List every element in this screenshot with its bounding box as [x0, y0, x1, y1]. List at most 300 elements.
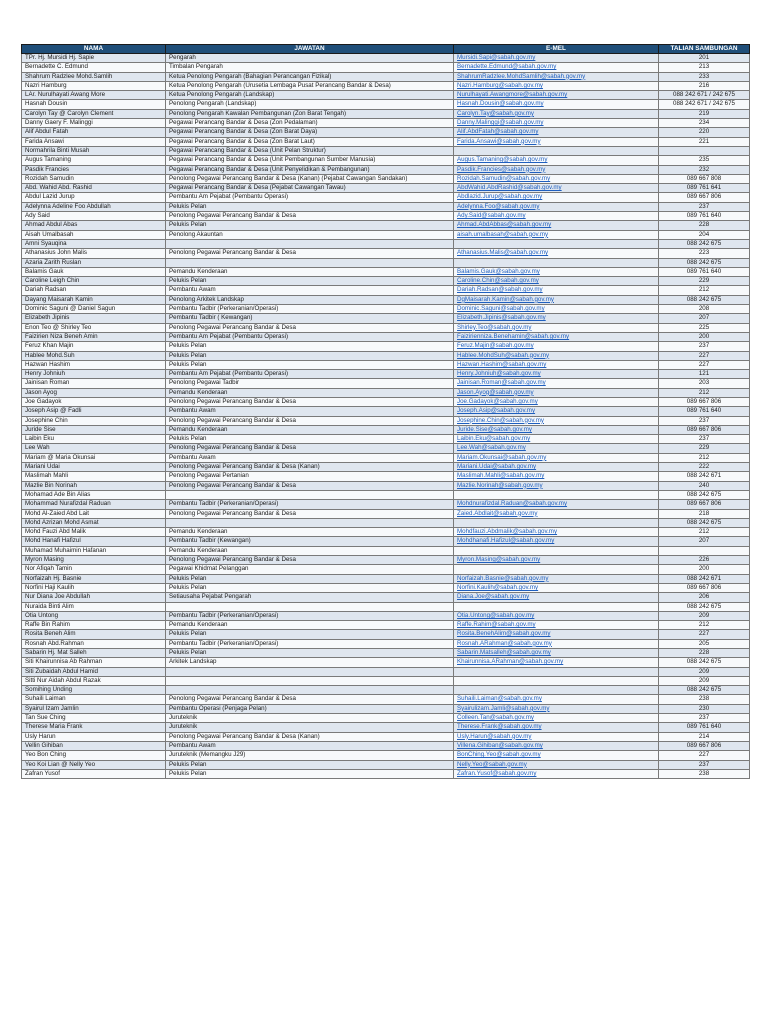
email-cell[interactable]: Abdlazid.Jurup@sabah.gov.my [454, 193, 659, 202]
name-cell: Joseph Asip @ Fadli [22, 407, 166, 416]
email-cell[interactable]: Adelynna.Foo@sabah.gov.my [454, 202, 659, 211]
extension-cell: 212 [659, 621, 750, 630]
extension-cell [659, 546, 750, 555]
position-cell: Pemandu Kenderaan [166, 425, 454, 434]
email-cell[interactable]: Nelly.Yeo@sabah.gov.my [454, 760, 659, 769]
table-row [22, 91, 750, 100]
position-cell: Ketua Penolong Pengarah (Bahagian Perancangan Fizikal) [166, 72, 454, 81]
name-cell: Dominic Saguni @ Daniel Sagun [22, 305, 166, 314]
table-row [22, 295, 750, 304]
email-cell[interactable]: Jason.Ayog@sabah.gov.my [454, 388, 659, 397]
email-cell[interactable]: aisah.umalbasah@sabah.gov.my [454, 230, 659, 239]
position-cell: Pelukis Pelan [166, 435, 454, 444]
extension-cell: 237 [659, 202, 750, 211]
position-cell: Ketua Penolong Pengarah (Urusetia Lembaga Pusat Perancang Bandar & Desa) [166, 81, 454, 90]
position-cell: Juruteknik [166, 723, 454, 732]
position-cell: Penolong Pegawai Perancang Bandar & Desa [166, 323, 454, 332]
email-cell[interactable]: Danny.Malinggi@sabah.gov.my [454, 119, 659, 128]
extension-cell: 088 242 675 [659, 258, 750, 267]
table-row [22, 128, 750, 137]
email-cell[interactable]: Norfaizah.Basnie@sabah.gov.my [454, 574, 659, 583]
position-cell: Penolong Pegawai Perancang Bandar & Desa [166, 695, 454, 704]
email-cell[interactable]: Mazlie.Norinah@sabah.gov.my [454, 481, 659, 490]
table-row [22, 556, 750, 565]
table-row [22, 286, 750, 295]
position-cell: Arkitek Landskap [166, 658, 454, 667]
name-cell: Dariah Radsan [22, 286, 166, 295]
email-cell[interactable]: Rosita.BenehAlim@sabah.gov.my [454, 630, 659, 639]
email-cell[interactable]: BonChing.Yeo@sabah.gov.my [454, 751, 659, 760]
name-cell: Faizirien Niza Beneh Amin [22, 332, 166, 341]
name-cell: Nur Diana Joe Abdullah [22, 593, 166, 602]
table-row [22, 249, 750, 258]
extension-cell: 203 [659, 379, 750, 388]
email-cell[interactable]: Josephine.Chin@sabah.gov.my [454, 416, 659, 425]
email-cell[interactable]: Zaied.Abdlait@sabah.gov.my [454, 509, 659, 518]
name-cell: Mohd Azrizan Mohd Asmat [22, 518, 166, 527]
extension-cell: 200 [659, 565, 750, 574]
email-cell[interactable]: Feruz.Majin@sabah.gov.my [454, 342, 659, 351]
position-cell: Pembantu Awam [166, 741, 454, 750]
email-cell[interactable]: Nazri.Hamburg@sabah.gov.my [454, 81, 659, 90]
name-cell: Caroline Leigh Chin [22, 277, 166, 286]
name-cell: Hablee Mohd.Suh [22, 351, 166, 360]
position-cell: Pembantu Tadbir (Kewangan) [166, 537, 454, 546]
name-cell: Alif Abdul Fatah [22, 128, 166, 137]
position-cell: Penolong Pegawai Perancang Bandar & Desa (Kanan) (Pejabat Cawangan Sandakan) [166, 174, 454, 183]
extension-cell: 225 [659, 323, 750, 332]
position-cell: Pelukis Pelan [166, 342, 454, 351]
extension-cell: 089 761 640 [659, 407, 750, 416]
extension-cell: 213 [659, 63, 750, 72]
extension-cell: 235 [659, 156, 750, 165]
table-row [22, 146, 750, 155]
extension-cell: 209 [659, 611, 750, 620]
email-cell[interactable]: Norfini.Kaulih@sabah.gov.my [454, 583, 659, 592]
extension-cell: 219 [659, 109, 750, 118]
extension-cell: 089 667 806 [659, 397, 750, 406]
name-cell: Somihing Unding [22, 686, 166, 695]
name-cell: Danny Gaery F. Malinggi [22, 119, 166, 128]
email-cell [454, 602, 659, 611]
table-row [22, 444, 750, 453]
name-cell: Adelynna Adeline Foo Abdullah [22, 202, 166, 211]
email-cell[interactable]: Joe.Gadayok@sabah.gov.my [454, 397, 659, 406]
email-cell [454, 146, 659, 155]
name-cell: Rozidah Samudin [22, 174, 166, 183]
email-cell[interactable]: Khairunnisa.ARahman@sabah.gov.my [454, 658, 659, 667]
name-cell: Jainisan Roman [22, 379, 166, 388]
email-cell [454, 565, 659, 574]
table-row [22, 314, 750, 323]
email-cell[interactable]: Diana.Joe@sabah.gov.my [454, 593, 659, 602]
email-cell[interactable]: Bernadette.Edmund@sabah.gov.my [454, 63, 659, 72]
extension-cell: 088 242 671 / 242 675 [659, 100, 750, 109]
position-cell: Pegawai Perancang Bandar & Desa (Pejabat Cawangan Tawau) [166, 184, 454, 193]
email-cell[interactable]: Hasnah.Dousin@sabah.gov.my [454, 100, 659, 109]
position-cell: Pemandu Kenderaan [166, 528, 454, 537]
table-row [22, 741, 750, 750]
extension-cell: 089 667 808 [659, 174, 750, 183]
extension-cell: 088 242 675 [659, 518, 750, 527]
header-row [22, 45, 750, 54]
table-row [22, 453, 750, 462]
table-row [22, 323, 750, 332]
name-cell: Tan Sue Ching [22, 714, 166, 723]
extension-cell: 204 [659, 230, 750, 239]
extension-cell: 088 242 671 [659, 574, 750, 583]
header-nama: NAMA [22, 45, 166, 54]
position-cell: Pembantu Am Pejabat (Pembantu Operasi) [166, 193, 454, 202]
email-cell[interactable]: Carolyn.Tay@sabah.gov.my [454, 109, 659, 118]
email-cell[interactable]: Farida.Ansawi@sabah.gov.my [454, 137, 659, 146]
email-cell[interactable]: Myron.Masing@sabah.gov.my [454, 556, 659, 565]
position-cell [166, 239, 454, 248]
position-cell: Pegawai Khidmat Pelanggan [166, 565, 454, 574]
name-cell: Joe Gadayok [22, 397, 166, 406]
extension-cell: 088 242 675 [659, 686, 750, 695]
extension-cell: 212 [659, 453, 750, 462]
position-cell: Pelukis Pelan [166, 760, 454, 769]
email-cell[interactable]: ShahrumRadzlee.MohdSamlih@sabah.gov.my [454, 72, 659, 81]
position-cell: Penolong Pengarah Kawalan Pembangunan (Zon Barat Tengah) [166, 109, 454, 118]
position-cell: Penolong Akauntan [166, 230, 454, 239]
table-row [22, 332, 750, 341]
email-cell[interactable]: Rozidah.Samudin@sabah.gov.my [454, 174, 659, 183]
table-row [22, 435, 750, 444]
email-cell[interactable]: Lee.Wah@sabah.gov.my [454, 444, 659, 453]
table-row [22, 481, 750, 490]
name-cell: Enon Teo @ Shirley Teo [22, 323, 166, 332]
extension-cell: 212 [659, 388, 750, 397]
table-row [22, 565, 750, 574]
table-row [22, 574, 750, 583]
email-cell[interactable]: Joseph.Asip@sabah.gov.my [454, 407, 659, 416]
name-cell: Athanasius John Malis [22, 249, 166, 258]
extension-cell: 228 [659, 649, 750, 658]
extension-cell: 088 242 675 [659, 295, 750, 304]
name-cell: Aisah Umalbasah [22, 230, 166, 239]
name-cell: Bernadette C. Edmund [22, 63, 166, 72]
name-cell: Myron Masing [22, 556, 166, 565]
extension-cell: 089 667 806 [659, 500, 750, 509]
name-cell: Suhaili Laiman [22, 695, 166, 704]
email-cell[interactable]: Villena.Gihiban@sabah.gov.my [454, 741, 659, 750]
extension-cell: 200 [659, 332, 750, 341]
extension-cell: 088 242 675 [659, 602, 750, 611]
email-cell[interactable]: Mohdnurafizdal.Raduan@sabah.gov.my [454, 500, 659, 509]
name-cell: Dayang Maisarah Kamin [22, 295, 166, 304]
extension-cell: 088 242 671 / 242 675 [659, 91, 750, 100]
position-cell: Penolong Pengarah (Landskap) [166, 100, 454, 109]
email-cell[interactable]: Mariani.Udai@sabah.gov.my [454, 463, 659, 472]
staff-directory [21, 44, 749, 779]
name-cell: Norfini Haji Kaulih [22, 583, 166, 592]
extension-cell: 121 [659, 370, 750, 379]
table-row [22, 686, 750, 695]
email-cell[interactable]: Ahmad.AbdAbbas@sabah.gov.my [454, 221, 659, 230]
email-cell [454, 546, 659, 555]
email-cell[interactable]: Athanasius.Malis@sabah.gov.my [454, 249, 659, 258]
email-cell[interactable]: Suhaili.Laiman@sabah.gov.my [454, 695, 659, 704]
name-cell: Zafran Yusof [22, 769, 166, 778]
position-cell: Juruteknik [166, 714, 454, 723]
extension-cell: 233 [659, 72, 750, 81]
position-cell: Penolong Pegawai Perancang Bandar & Desa [166, 416, 454, 425]
extension-cell: 222 [659, 463, 750, 472]
extension-cell: 207 [659, 314, 750, 323]
name-cell: Mohd Al-Zaied Abd Lait [22, 509, 166, 518]
email-cell [454, 676, 659, 685]
position-cell: Pembantu Am Pejabat (Pembantu Operasi) [166, 370, 454, 379]
name-cell: Balamis Gauk [22, 267, 166, 276]
extension-cell: 212 [659, 286, 750, 295]
table-row [22, 676, 750, 685]
email-cell[interactable]: Mariam.Okunsai@sabah.gov.my [454, 453, 659, 462]
extension-cell: 230 [659, 704, 750, 713]
extension-cell: 201 [659, 54, 750, 63]
position-cell [166, 686, 454, 695]
position-cell [166, 602, 454, 611]
table-row [22, 658, 750, 667]
position-cell: Setiausaha Pejabat Pengarah [166, 593, 454, 602]
table-row [22, 72, 750, 81]
position-cell: Pegawai Perancang Bandar & Desa (Unit Penyelidikan & Pembangunan) [166, 165, 454, 174]
table-row [22, 751, 750, 760]
table-row [22, 667, 750, 676]
position-cell: Penolong Pegawai Perancang Bandar & Desa [166, 212, 454, 221]
email-cell [454, 490, 659, 499]
email-cell[interactable]: DgMaisarah.Kamin@sabah.gov.my [454, 295, 659, 304]
position-cell [166, 676, 454, 685]
name-cell: Rosita Beneh Alim [22, 630, 166, 639]
extension-cell: 089 667 806 [659, 425, 750, 434]
email-cell[interactable]: Therese.Frank@sabah.gov.my [454, 723, 659, 732]
email-cell[interactable]: Dariah.Radsan@sabah.gov.my [454, 286, 659, 295]
email-cell[interactable]: Augus.Tamaning@sabah.gov.my [454, 156, 659, 165]
email-cell[interactable]: Mohdhanafi.Hafizul@sabah.gov.my [454, 537, 659, 546]
email-cell[interactable]: Hazwan.Hashim@sabah.gov.my [454, 360, 659, 369]
name-cell: Carolyn Tay @ Carolyn Clement [22, 109, 166, 118]
position-cell: Pelukis Pelan [166, 649, 454, 658]
table-row [22, 397, 750, 406]
name-cell: Augus Tamaning [22, 156, 166, 165]
extension-cell: 089 761 640 [659, 723, 750, 732]
email-cell[interactable]: Mohdfauzi.Abdmalik@sabah.gov.my [454, 528, 659, 537]
name-cell: Ady Said [22, 212, 166, 221]
email-cell[interactable]: Mursidi.Sapi@sabah.gov.my [454, 54, 659, 63]
table-row [22, 137, 750, 146]
email-cell[interactable]: Alif.AbdFatah@sabah.gov.my [454, 128, 659, 137]
table-row [22, 119, 750, 128]
table-row [22, 258, 750, 267]
name-cell: Jason Ayog [22, 388, 166, 397]
position-cell: Pembantu Tadbir (Perkeranian/Operasi) [166, 305, 454, 314]
position-cell: Pembantu Operasi (Penjaga Pelan) [166, 704, 454, 713]
extension-cell: 227 [659, 751, 750, 760]
table-row [22, 704, 750, 713]
name-cell: Norfaizah Hj. Basnie [22, 574, 166, 583]
position-cell: Pegawai Perancang Bandar & Desa (Zon Barat Laut) [166, 137, 454, 146]
email-cell[interactable]: Juride.Sise@sabah.gov.my [454, 425, 659, 434]
table-row [22, 193, 750, 202]
extension-cell: 238 [659, 695, 750, 704]
extension-cell: 223 [659, 249, 750, 258]
email-cell[interactable]: Raffe.Rahim@sabah.gov.my [454, 621, 659, 630]
name-cell: Mariani Udai [22, 463, 166, 472]
table-row [22, 360, 750, 369]
email-cell[interactable]: Dominic.Saguni@sabah.gov.my [454, 305, 659, 314]
email-cell[interactable]: Hablee.MohdSuh@sabah.gov.my [454, 351, 659, 360]
table-row [22, 305, 750, 314]
name-cell: Farida Ansawi [22, 137, 166, 146]
position-cell: Penolong Pegawai Perancang Bandar & Desa [166, 481, 454, 490]
name-cell: Feruz Khan Majin [22, 342, 166, 351]
table-row [22, 518, 750, 527]
position-cell: Pelukis Pelan [166, 630, 454, 639]
extension-cell: 088 242 675 [659, 490, 750, 499]
position-cell: Pegawai Perancang Bandar & Desa (Zon Pedalaman) [166, 119, 454, 128]
name-cell: Mazlie Bin Norinah [22, 481, 166, 490]
name-cell: Lee Wah [22, 444, 166, 453]
extension-cell: 207 [659, 537, 750, 546]
table-row [22, 379, 750, 388]
extension-cell: 088 242 675 [659, 658, 750, 667]
extension-cell: 088 242 671 [659, 472, 750, 481]
table-row [22, 714, 750, 723]
table-row [22, 81, 750, 90]
email-cell[interactable]: Maslimah.Mahli@sabah.gov.my [454, 472, 659, 481]
email-cell[interactable]: Ady.Said@sabah.gov.my [454, 212, 659, 221]
position-cell: Pembantu Tadbir ( Kewangan) [166, 314, 454, 323]
name-cell: Henry Johniuh [22, 370, 166, 379]
position-cell: Penolong Pegawai Perancang Bandar & Desa [166, 249, 454, 258]
position-cell: Penolong Pegawai Perancang Bandar & Desa [166, 397, 454, 406]
position-cell: Pemandu Kenderaan [166, 388, 454, 397]
name-cell: Hasnah Dousin [22, 100, 166, 109]
table-row [22, 546, 750, 555]
position-cell: Pelukis Pelan [166, 221, 454, 230]
email-cell[interactable]: Sabarin.Matsalleh@sabah.gov.my [454, 649, 659, 658]
table-row [22, 342, 750, 351]
email-cell[interactable]: Usly.Harun@sabah.gov.my [454, 732, 659, 741]
position-cell [166, 518, 454, 527]
name-cell: Nuraida Binti Alim [22, 602, 166, 611]
email-cell[interactable]: Laibin.Eku@sabah.gov.my [454, 435, 659, 444]
extension-cell: 237 [659, 714, 750, 723]
email-cell[interactable]: Syairulizam.Jamli@sabah.gov.my [454, 704, 659, 713]
extension-cell: 226 [659, 556, 750, 565]
table-row [22, 407, 750, 416]
email-cell[interactable]: Nurulhayati.Awangmore@sabah.gov.my [454, 91, 659, 100]
email-cell[interactable]: Pasdik.Francies@sabah.gov.my [454, 165, 659, 174]
email-cell[interactable]: Shirley.Teo@sabah.gov.my [454, 323, 659, 332]
position-cell: Pelukis Pelan [166, 574, 454, 583]
position-cell: Pembantu Tadbir (Perkeranian/Operasi) [166, 639, 454, 648]
position-cell: Pemandu Kenderaan [166, 267, 454, 276]
position-cell: Pelukis Pelan [166, 583, 454, 592]
table-row [22, 100, 750, 109]
extension-cell: 237 [659, 435, 750, 444]
position-cell: Pembantu Tadbir (Perkeranian/Operasi) [166, 611, 454, 620]
table-row [22, 528, 750, 537]
position-cell: Pemandu Kenderaan [166, 546, 454, 555]
email-cell[interactable]: Elizabeth.Jipinis@sabah.gov.my [454, 314, 659, 323]
extension-cell: 205 [659, 639, 750, 648]
table-row [22, 621, 750, 630]
position-cell: Penolong Pegawai Perancang Bandar & Desa (Kanan) [166, 732, 454, 741]
table-row [22, 184, 750, 193]
email-cell [454, 686, 659, 695]
extension-cell [659, 146, 750, 155]
table-row [22, 602, 750, 611]
table-row [22, 509, 750, 518]
table-row [22, 54, 750, 63]
table-row [22, 760, 750, 769]
extension-cell: 237 [659, 416, 750, 425]
email-cell[interactable]: Rosnah.ARahman@sabah.gov.my [454, 639, 659, 648]
table-row [22, 202, 750, 211]
name-cell: Nor Afiqah Tamin [22, 565, 166, 574]
name-cell: Muhamad Muhaimin Hafanan [22, 546, 166, 555]
table-row [22, 156, 750, 165]
extension-cell: 237 [659, 342, 750, 351]
table-row [22, 425, 750, 434]
name-cell: LAr. Nurulhayati Awang More [22, 91, 166, 100]
name-cell: Normahrila Binti Musah [22, 146, 166, 155]
extension-cell: 089 761 641 [659, 184, 750, 193]
name-cell: Mariam @ Maria Okunsai [22, 453, 166, 462]
position-cell: Pengarah [166, 54, 454, 63]
header-talian: TALIAN SAMBUNGAN [659, 45, 750, 54]
table-row [22, 732, 750, 741]
header-jawatan: JAWATAN [166, 45, 454, 54]
position-cell: Juruteknik (Memangku J29) [166, 751, 454, 760]
position-cell: Penolong Pegawai Pertanian [166, 472, 454, 481]
table-row [22, 109, 750, 118]
extension-cell: 206 [659, 593, 750, 602]
table-row [22, 769, 750, 778]
email-cell[interactable]: Faizirienniza.Benehamin@sabah.gov.my [454, 332, 659, 341]
email-cell[interactable]: Jainisan.Roman@sabah.gov.my [454, 379, 659, 388]
position-cell: Penolong Pegawai Perancang Bandar & Desa (Kanan) [166, 463, 454, 472]
position-cell: Penolong Pegawai Perancang Bandar & Desa [166, 444, 454, 453]
table-row [22, 500, 750, 509]
email-cell[interactable]: Balamis.Gauk@sabah.gov.my [454, 267, 659, 276]
email-cell[interactable]: Henry.Johniuh@sabah.gov.my [454, 370, 659, 379]
email-cell[interactable]: Zafran.Yusof@sabah.gov.my [454, 769, 659, 778]
email-cell[interactable]: Otia.Untong@sabah.gov.my [454, 611, 659, 620]
position-cell: Penolong Pegawai Tadbir [166, 379, 454, 388]
name-cell: TPr. Hj. Mursidi Hj. Sapie [22, 54, 166, 63]
name-cell: Syairul Izam Jamlin [22, 704, 166, 713]
email-cell [454, 518, 659, 527]
table-row [22, 351, 750, 360]
email-cell[interactable]: Colleen.Tan@sabah.gov.my [454, 714, 659, 723]
name-cell: Pasdik Francies [22, 165, 166, 174]
position-cell: Pembantu Am Pejabat (Pembantu Operasi) [166, 332, 454, 341]
email-cell[interactable]: AbdWahid.AbdRashid@sabah.gov.my [454, 184, 659, 193]
extension-cell: 209 [659, 676, 750, 685]
table-row [22, 239, 750, 248]
email-cell[interactable]: Caroline.Chin@sabah.gov.my [454, 277, 659, 286]
email-cell [454, 258, 659, 267]
position-cell [166, 258, 454, 267]
extension-cell: 209 [659, 667, 750, 676]
extension-cell: 088 242 675 [659, 239, 750, 248]
header-emel: E-MEL [454, 45, 659, 54]
extension-cell: 232 [659, 165, 750, 174]
